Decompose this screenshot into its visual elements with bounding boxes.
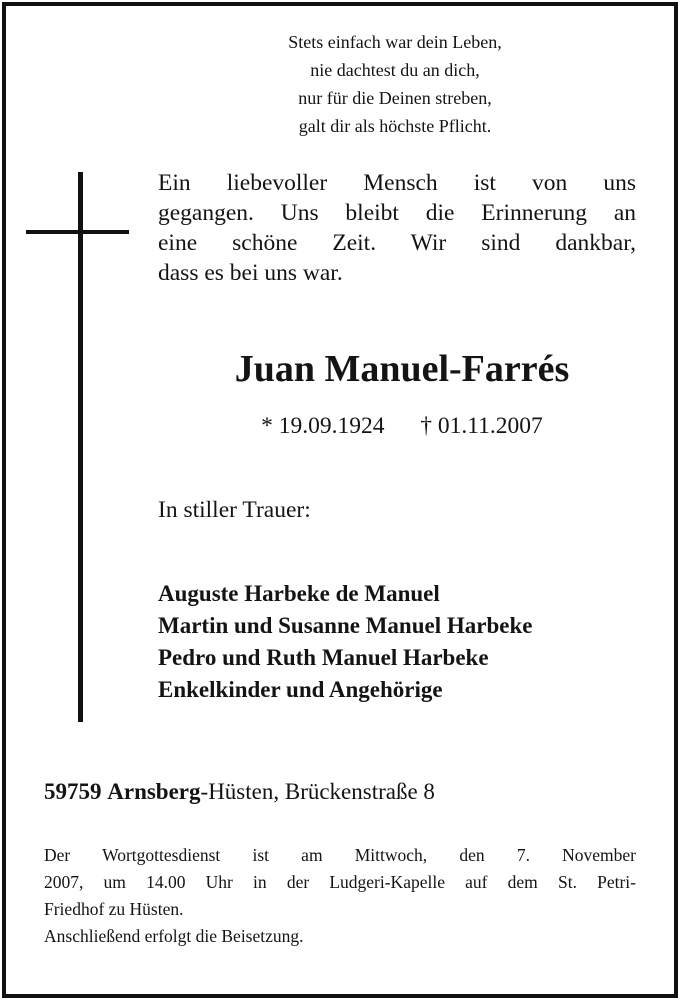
mourner-entry: Auguste Harbeke de Manuel <box>158 581 440 606</box>
death-dagger-icon: † <box>420 413 433 439</box>
birth-date: 19.09.1924 <box>278 413 385 439</box>
obituary-frame <box>2 2 678 998</box>
mourning-heading: In stiller Trauer: <box>158 497 311 523</box>
cross-horizontal-bar <box>26 230 129 234</box>
mourners-list <box>158 578 532 706</box>
intro-line: Ein liebevoller Mensch ist von uns <box>158 170 636 196</box>
intro-line: eine schöne Zeit. Wir sind dankbar, <box>158 230 636 256</box>
postal-code: 59759 <box>44 779 102 804</box>
motto-line: galt dir als höchste Pflicht. <box>298 116 492 136</box>
city: Arnsberg <box>107 779 201 804</box>
address-line <box>44 777 435 807</box>
birth-star-icon: * <box>261 413 273 439</box>
intro-line: gegangen. Uns bleibt die Erinnerung an <box>158 200 636 226</box>
motto-line: nur für die Deinen streben, <box>298 88 492 108</box>
district-street: -Hüsten, Brückenstraße 8 <box>200 779 435 804</box>
motto-verse <box>6 28 674 140</box>
motto-line: Stets einfach war dein Leben, <box>288 32 502 52</box>
mourner-entry: Enkelkinder und Angehörige <box>158 677 443 702</box>
motto-line: nie dachtest du an dich, <box>310 60 480 80</box>
service-line: Anschließend erfolgt die Beisetzung. <box>44 926 304 946</box>
mourner-entry: Martin und Susanne Manuel Harbeke <box>158 613 533 638</box>
service-notice <box>44 842 636 950</box>
deceased-name: Juan Manuel-Farrés <box>234 348 570 390</box>
mourner-entry: Pedro und Ruth Manuel Harbeke <box>158 645 489 670</box>
service-line: Der Wortgottesdienst ist am Mittwoch, den 7. November <box>44 845 636 865</box>
service-line: 2007, um 14.00 Uhr in der Ludgeri-Kapelle auf dem St. Petri- <box>44 872 636 892</box>
intro-line: dass es bei uns war. <box>158 260 343 286</box>
cross-vertical-bar <box>78 172 83 722</box>
death-date: 01.11.2007 <box>437 413 543 439</box>
intro-text <box>158 168 636 288</box>
service-line: Friedhof zu Hüsten. <box>44 899 184 919</box>
life-dates <box>158 411 646 441</box>
